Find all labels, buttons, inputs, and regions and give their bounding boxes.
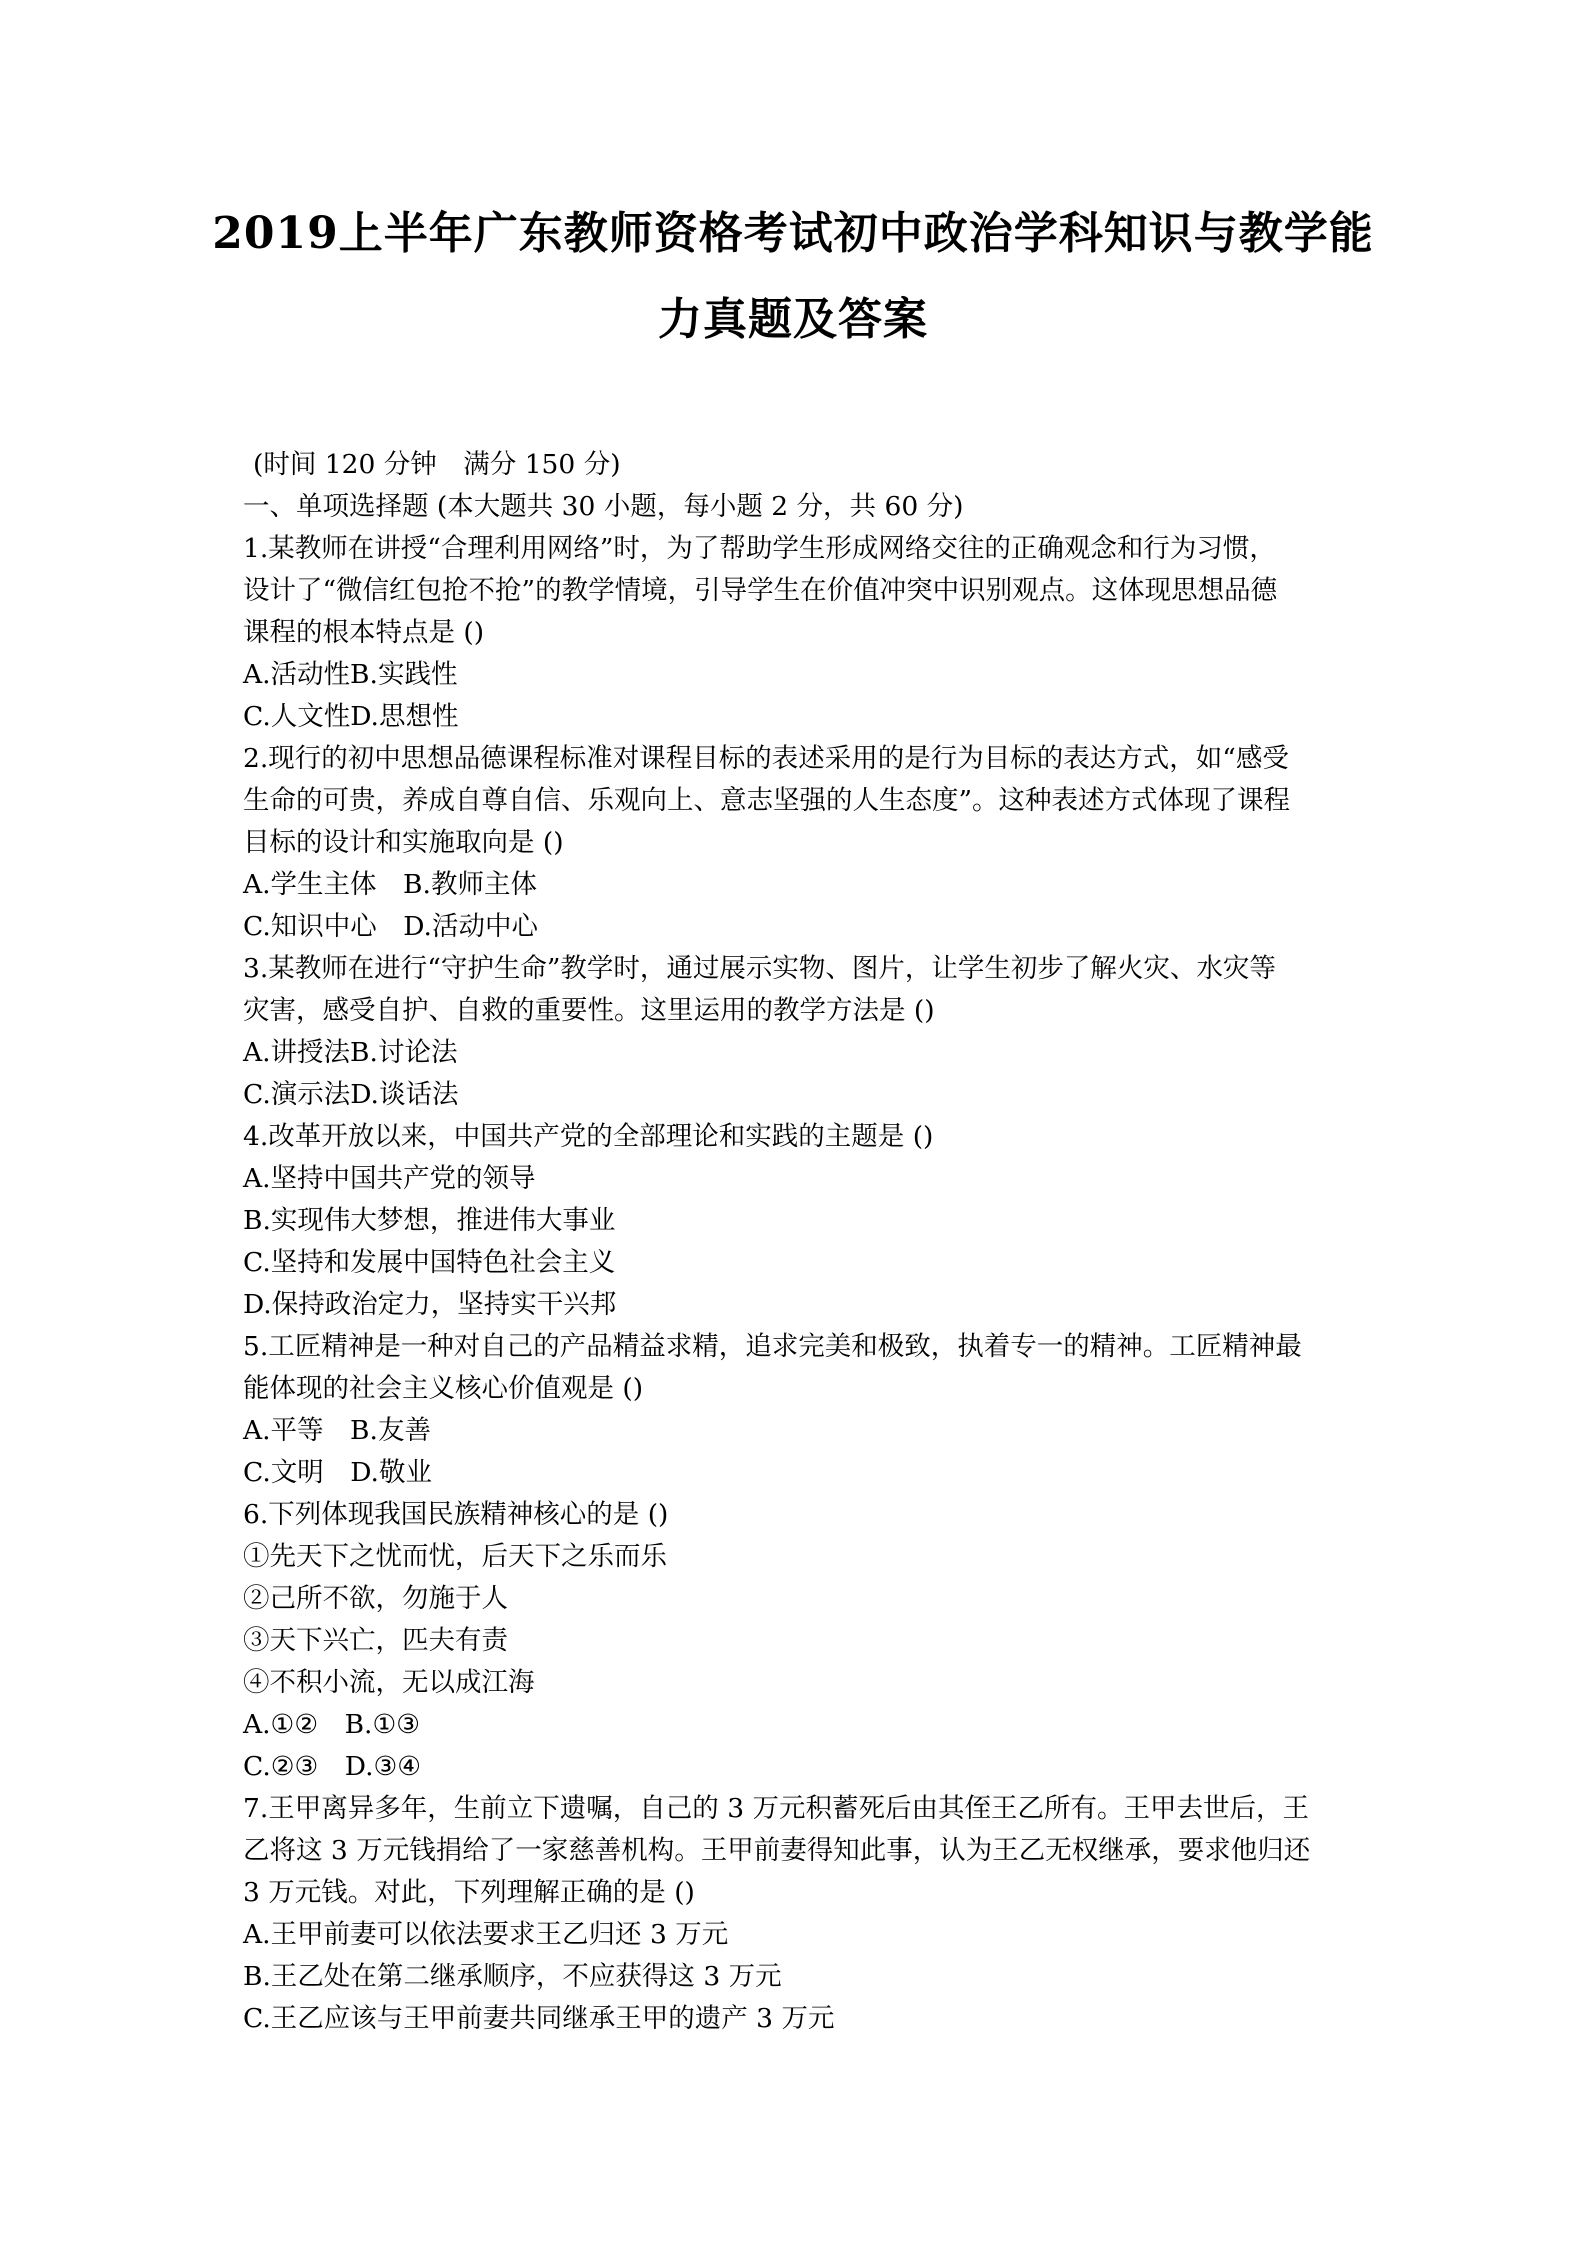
question-2-stem: 目标的设计和实施取向是 () — [243, 827, 564, 858]
question-7-option: A.王甲前妻可以依法要求王乙归还 3 万元 — [243, 1919, 729, 1950]
question-7-stem: 7.王甲离异多年，生前立下遗嘱，自己的 3 万元积蓄死后由其侄王乙所有。王甲去世后，王 — [243, 1793, 1309, 1824]
question-1-stem: 设计了“微信红包抢不抢”的教学情境，引导学生在价值冲突中识别观点。这体现思想品德 — [243, 575, 1278, 606]
question-6-statement: ③天下兴亡，匹夫有责 — [243, 1625, 508, 1656]
question-3-stem: 灾害，感受自护、自救的重要性。这里运用的教学方法是 () — [243, 995, 935, 1026]
question-2-stem: 2.现行的初中思想品德课程标准对课程目标的表述采用的是行为目标的表达方式，如“感受 — [243, 743, 1289, 774]
question-1-options: C.人文性D.思想性 — [243, 701, 459, 732]
question-1-options: A.活动性B.实践性 — [243, 659, 458, 690]
document-body — [243, 444, 1363, 2040]
question-4-option: D.保持政治定力，坚持实干兴邦 — [243, 1289, 617, 1320]
question-5-options: A.平等 B.友善 — [243, 1415, 431, 1446]
question-3-options: C.演示法D.谈话法 — [243, 1079, 459, 1110]
question-6-statement: ①先天下之忧而忧，后天下之乐而乐 — [243, 1541, 667, 1572]
question-4-stem: 4.改革开放以来，中国共产党的全部理论和实践的主题是 () — [243, 1121, 934, 1152]
exam-info: (时间 120 分钟 满分 150 分) — [253, 449, 621, 480]
question-4-option: C.坚持和发展中国特色社会主义 — [243, 1247, 616, 1278]
document-title-line-2: 力真题及答案 — [658, 294, 928, 345]
question-2-options: A.学生主体 B.教师主体 — [243, 869, 537, 900]
question-2-options: C.知识中心 D.活动中心 — [243, 911, 538, 942]
question-2-stem: 生命的可贵，养成自尊自信、乐观向上、意志坚强的人生态度”。这种表述方式体现了课程 — [243, 785, 1291, 816]
question-7-stem: 3 万元钱。对此，下列理解正确的是 () — [243, 1877, 695, 1908]
section-heading: 一、单项选择题 (本大题共 30 小题，每小题 2 分，共 60 分) — [243, 491, 964, 522]
question-3-stem: 3.某教师在进行“守护生命”教学时，通过展示实物、图片，让学生初步了解火灾、水灾等 — [243, 953, 1276, 984]
question-1-stem: 课程的根本特点是 () — [243, 617, 485, 648]
question-6-statement: ②己所不欲，勿施于人 — [243, 1583, 508, 1614]
question-5-options: C.文明 D.敬业 — [243, 1457, 432, 1488]
question-7-option: C.王乙应该与王甲前妻共同继承王甲的遗产 3 万元 — [243, 2003, 835, 2034]
question-5-stem: 5.工匠精神是一种对自己的产品精益求精，追求完美和极致，执着专一的精神。工匠精神最 — [243, 1331, 1302, 1362]
question-4-option: A.坚持中国共产党的领导 — [243, 1163, 536, 1194]
question-4-option: B.实现伟大梦想，推进伟大事业 — [243, 1205, 616, 1236]
question-1-stem: 1.某教师在讲授“合理利用网络”时，为了帮助学生形成网络交往的正确观念和行为习惯， — [243, 533, 1276, 564]
document-title-line-1: 2019上半年广东教师资格考试初中政治学科知识与教学能 — [212, 208, 1374, 259]
question-6-statement: ④不积小流，无以成江海 — [243, 1667, 535, 1698]
question-6-stem: 6.下列体现我国民族精神核心的是 () — [243, 1499, 669, 1530]
question-5-stem: 能体现的社会主义核心价值观是 () — [243, 1373, 644, 1404]
question-7-option: B.王乙处在第二继承顺序，不应获得这 3 万元 — [243, 1961, 782, 1992]
question-6-options: C.②③ D.③④ — [243, 1751, 422, 1782]
question-3-options: A.讲授法B.讨论法 — [243, 1037, 458, 1068]
question-6-options: A.①② B.①③ — [243, 1709, 420, 1740]
question-7-stem: 乙将这 3 万元钱捐给了一家慈善机构。王甲前妻得知此事，认为王乙无权继承，要求他归还 — [243, 1835, 1311, 1866]
